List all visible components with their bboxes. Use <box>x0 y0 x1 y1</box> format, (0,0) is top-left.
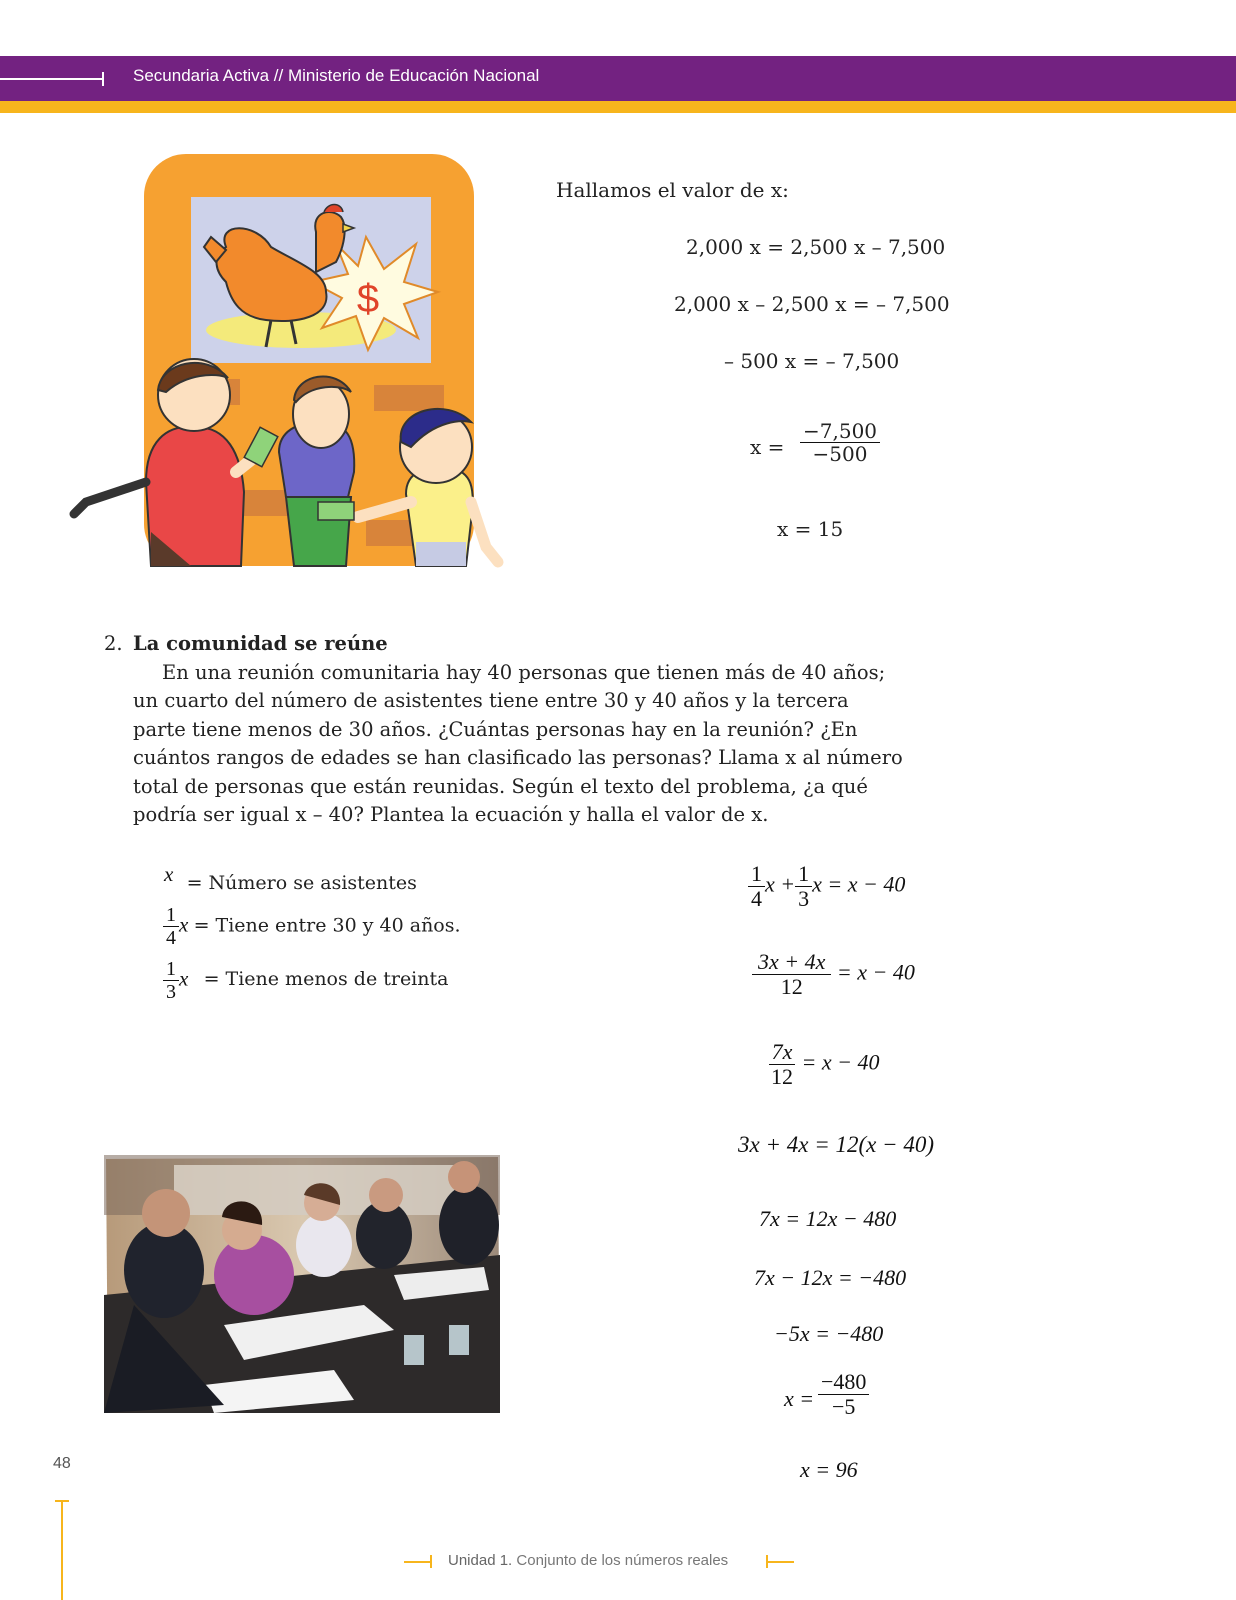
solution2-step-3 <box>768 1040 879 1089</box>
fraction-numerator: −480 <box>818 1370 869 1395</box>
definition-row-3 <box>163 958 448 1003</box>
problem-2 <box>104 630 904 830</box>
problem-body: En una reunión comunitaria hay 40 personas que tienen más de 40 años; un cuarto del número de asistentes tiene entre 30 y 40 años y la tercera parte tiene menos de 30 años. ¿Cuántas personas hay en la reunión? ¿En cuántos rangos de edades se han clasificado las personas? Llama x al número total de personas que están reunidas. Según el texto del problema, ¿a qué podría ser igual x – 40? Plantea la ecuación y halla el valor de x. <box>133 660 903 826</box>
term-x-plus: x + <box>765 871 796 897</box>
solution2-step-2 <box>752 950 915 999</box>
header-rule-tick <box>102 72 104 86</box>
footer-unit-name: Conjunto de los números reales <box>516 1552 729 1569</box>
solution2-step-1 <box>748 862 905 911</box>
footer-dash-left-tick <box>430 1555 432 1568</box>
fraction-denominator: 12 <box>771 1064 793 1090</box>
footer-dash-right-tick <box>766 1555 768 1568</box>
solution2-step-6: 7x − 12x = −480 <box>754 1265 907 1290</box>
solution2-step-8-fraction <box>818 1370 869 1419</box>
fraction-numerator: −7,500 <box>800 420 880 443</box>
fraction-denominator: 4 <box>751 886 762 912</box>
solution2-step-4: 3x + 4x = 12(x − 40) <box>738 1132 935 1157</box>
equation-step-2: 2,000 x – 2,500 x = – 7,500 <box>674 292 950 316</box>
definition-row-2 <box>163 904 461 949</box>
solution2-step-8-lhs: x = <box>784 1386 815 1411</box>
fraction-denominator: 3 <box>166 981 176 1003</box>
fraction-numerator: 1 <box>748 862 765 887</box>
equation-result-1: x = 15 <box>777 517 844 541</box>
fraction-numerator: 1 <box>163 958 179 981</box>
equation-step-4-lhs: x = <box>750 435 785 459</box>
problem-number: 2. <box>104 632 123 655</box>
fraction-denominator: 4 <box>166 927 176 949</box>
variable-x: x <box>164 862 174 886</box>
footer-rule <box>61 1500 63 1600</box>
fraction-denominator: 3 <box>798 886 810 912</box>
footer-unit-title <box>448 1552 728 1569</box>
term-rhs: x = x − 40 <box>812 871 906 897</box>
page-number: 48 <box>53 1455 71 1472</box>
term-rhs: = x − 40 <box>801 1049 880 1075</box>
definition-text: = Número se asistentes <box>186 872 417 894</box>
fraction-numerator: 1 <box>795 862 812 887</box>
fraction-numerator: 1 <box>163 904 179 927</box>
fraction-denominator: −500 <box>812 442 868 466</box>
problem-title: La comunidad se reúne <box>133 632 388 655</box>
market-illustration <box>66 152 516 588</box>
variable-x: x <box>179 912 189 937</box>
solution-intro: Hallamos el valor de x: <box>556 178 789 202</box>
footer-dash-right <box>766 1561 794 1563</box>
fraction-numerator: 3x + 4x <box>752 950 831 975</box>
equation-step-4-fraction <box>800 420 880 465</box>
header-rule <box>0 78 104 80</box>
fraction-denominator: 12 <box>780 974 803 1000</box>
definition-text: = Tiene entre 30 y 40 años. <box>193 914 461 937</box>
variable-x: x <box>179 966 189 991</box>
header-title: Secundaria Activa // Ministerio de Educación Nacional <box>133 66 540 85</box>
footer-unit-label: Unidad 1. <box>448 1552 513 1569</box>
definition-text: = Tiene menos de treinta <box>203 968 449 991</box>
meeting-photo <box>104 1155 500 1415</box>
solution2-step-5: 7x = 12x − 480 <box>759 1206 897 1231</box>
header-accent-strip <box>0 101 1236 113</box>
term-rhs: = x − 40 <box>836 959 915 985</box>
fraction-numerator: 7x <box>769 1040 796 1065</box>
solution2-result: x = 96 <box>800 1457 858 1482</box>
fraction-denominator: −5 <box>832 1394 856 1420</box>
footer-dash-left <box>404 1561 432 1563</box>
equation-step-1: 2,000 x = 2,500 x – 7,500 <box>686 235 946 259</box>
definition-row-1 <box>164 862 417 895</box>
solution2-step-7: −5x = −480 <box>774 1321 884 1346</box>
equation-step-3: – 500 x = – 7,500 <box>724 349 900 373</box>
dollar-sign: $ <box>356 277 380 321</box>
